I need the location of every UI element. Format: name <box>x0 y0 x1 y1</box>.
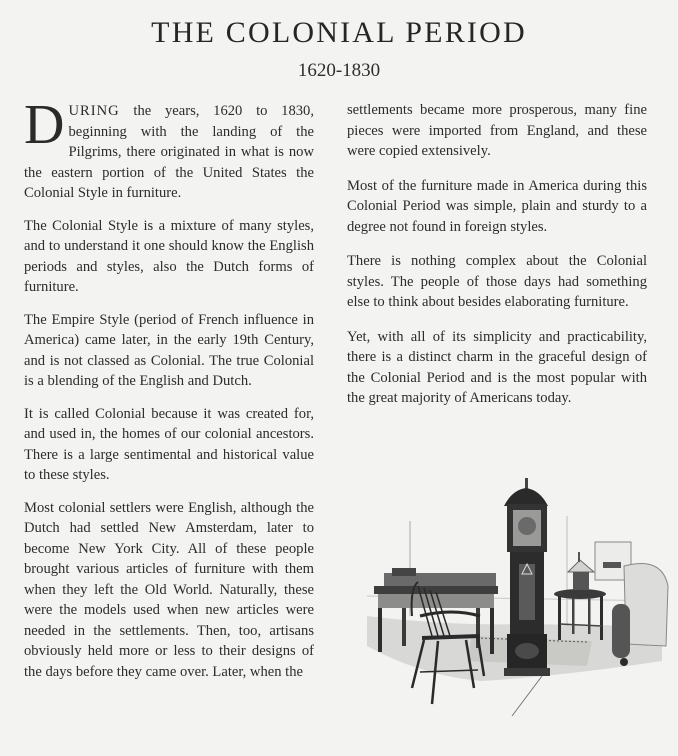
paragraph-nothing-complex: There is nothing complex about the Colonial styles. The people of those days had something else to think about besides elaborating furniture. <box>347 253 647 310</box>
paragraph-empire: The Empire Style (period of French influence in America) came later, in the early 19th Century, and is not classed as Colonial. The true Colonial is a blending of the English and Dutch. <box>24 311 314 389</box>
paragraph-simple-furniture: Most of the furniture made in America during this Colonial Period was simple, plain and sturdy to a degree not found in foreign styles. <box>347 177 647 235</box>
paragraph-called-colonial: It is called Colonial because it was created for, and used in, the homes of our colonial ancestors. There is a large sentimental and historical value to these styles. <box>24 405 314 483</box>
lead-word: URING <box>68 103 120 119</box>
paragraph-intro <box>24 94 314 204</box>
colonial-room-illustration <box>362 476 672 746</box>
paragraph-settlers: Most colonial settlers were English, although the Dutch had settled New Amsterdam, later to become New York City. All of these people brought various articles of furniture with them when they left the Old World. Naturally, these were the models used when new articles were needed in the settlements. Then, too, artisans obviously held more or less to their designs of the days before they came over. Later, when the <box>24 499 314 680</box>
date-range-subtitle: 1620-1830 <box>297 60 381 81</box>
page-title: THE COLONIAL PERIOD <box>151 16 527 49</box>
paragraph-charm: Yet, with all of its simplicity and practicability, there is a distinct charm in the graceful design of the Colonial Period and is the most popular with the great majority of Americans today. <box>347 328 647 406</box>
paragraph-continued: settlements became more prosperous, many fine pieces were imported from England, and these were copied extensively. <box>347 102 647 159</box>
grandfather-clock-icon <box>504 478 550 676</box>
right-text-column <box>347 100 647 421</box>
intro-text: the years, 1620 to 1830, beginning with the landing of the Pilgrims, there originated in what is now the eastern portion of the United States the Colonial Style in furniture. <box>24 103 314 201</box>
left-text-column <box>24 94 314 694</box>
drop-cap: D <box>24 94 65 156</box>
paragraph-mixture: The Colonial Style is a mixture of many styles, and to understand it one should know the English periods and styles, also the Dutch forms of furniture. <box>24 217 314 295</box>
room-drawing <box>362 476 672 746</box>
